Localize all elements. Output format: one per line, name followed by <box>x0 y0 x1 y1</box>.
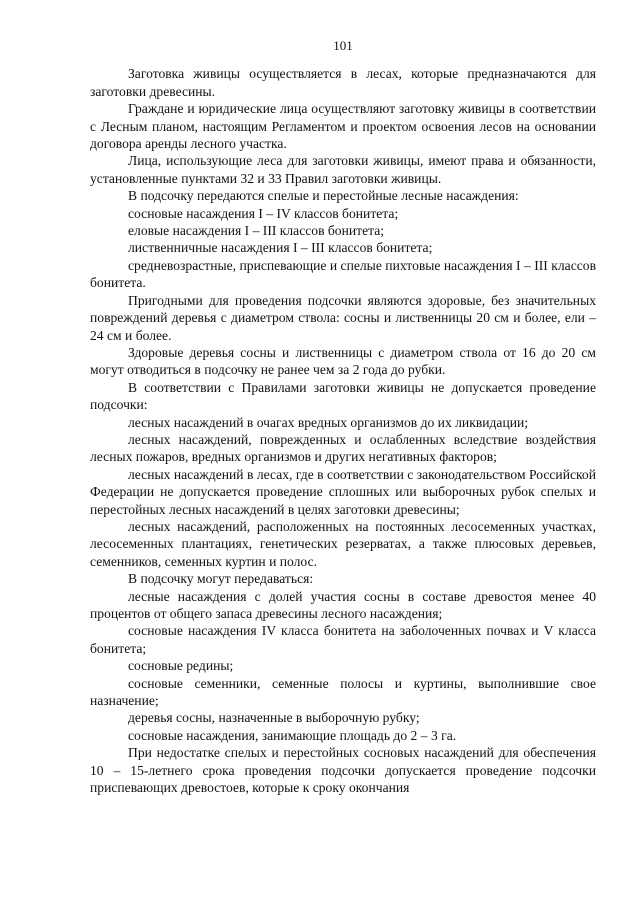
list-item: сосновые насаждения IV класса бонитета на заболоченных почвах и V класса бонитета; <box>90 623 596 656</box>
paragraph: Здоровые деревья сосны и лиственницы с диаметром ствола от 16 до 20 см могут отводиться в подсочку не ранее чем за 2 года до рубки. <box>90 344 596 378</box>
list-item: сосновые редины; <box>128 658 234 674</box>
list-item: сосновые насаждения, занимающие площадь до 2 – 3 га. <box>128 727 457 743</box>
list-item: лиственничные насаждения I – III классов бонитета; <box>128 240 433 256</box>
list-item: деревья сосны, назначенные в выборочную рубку; <box>128 710 420 726</box>
list-item: лесных насаждений в лесах, где в соответствии с законодательством Российской Федерации не допускается проведение сплошных или выборочных рубок спелых и перестойных лесных насаждений в целях заготовки древесины; <box>90 466 596 517</box>
document-body <box>90 65 596 796</box>
paragraph: В подсочку могут передаваться: <box>128 571 314 587</box>
paragraph: Граждане и юридические лица осуществляют заготовку живицы в соответствии с Лесным планом, настоящим Регламентом и проектом освоения лесов на основании договора аренды лесного участка. <box>90 101 596 152</box>
list-item: лесных насаждений, расположенных на постоянных лесосеменных участках, лесосеменных плантациях, генетических резерватах, а также плюсовых деревьев, семенников, семенных куртин и полос. <box>90 518 596 569</box>
paragraph: Заготовка живицы осуществляется в лесах, которые предназначаются для заготовки древесины. <box>90 66 596 99</box>
paragraph: При недостатке спелых и перестойных сосновых насаждений для обеспечения 10 – 15-летнего срока проведения подсочки допускается проведение подсочки приспевающих древостоев, которые к сроку окончания <box>90 745 596 796</box>
page-number: 101 <box>333 38 353 53</box>
list-item: лесных насаждений в очагах вредных организмов до их ликвидации; <box>128 414 529 430</box>
list-item: сосновые семенники, семенные полосы и куртины, выполнившие свое назначение; <box>90 675 596 709</box>
list-item: средневозрастные, приспевающие и спелые пихтовые насаждения I – III классов бонитета. <box>90 257 596 291</box>
list-item: еловые насаждения I – III классов бонитета; <box>128 223 385 239</box>
paragraph: Пригодными для проведения подсочки являются здоровые, без значительных повреждений деревья с диаметром ствола: сосны и лиственницы 20 см и более, ели – 24 см и более. <box>90 292 596 343</box>
document-page <box>90 0 596 796</box>
paragraph: В подсочку передаются спелые и перестойные лесные насаждения: <box>128 188 519 204</box>
list-item: лесных насаждений, поврежденных и ослабленных вследствие воздействия лесных пожаров, вредных организмов и других негативных факторов; <box>90 431 596 465</box>
list-item: лесные насаждения с долей участия сосны в составе древостоя менее 40 процентов от общего запаса древесины лесного насаждения; <box>90 588 596 621</box>
paragraph: В соответствии с Правилами заготовки живицы не допускается проведение подсочки: <box>90 379 596 413</box>
list-item: сосновые насаждения I – IV классов бонитета; <box>128 205 399 221</box>
paragraph: Лица, использующие леса для заготовки живицы, имеют права и обязанности, установленные пунктами 32 и 33 Правил заготовки живицы. <box>90 153 596 186</box>
